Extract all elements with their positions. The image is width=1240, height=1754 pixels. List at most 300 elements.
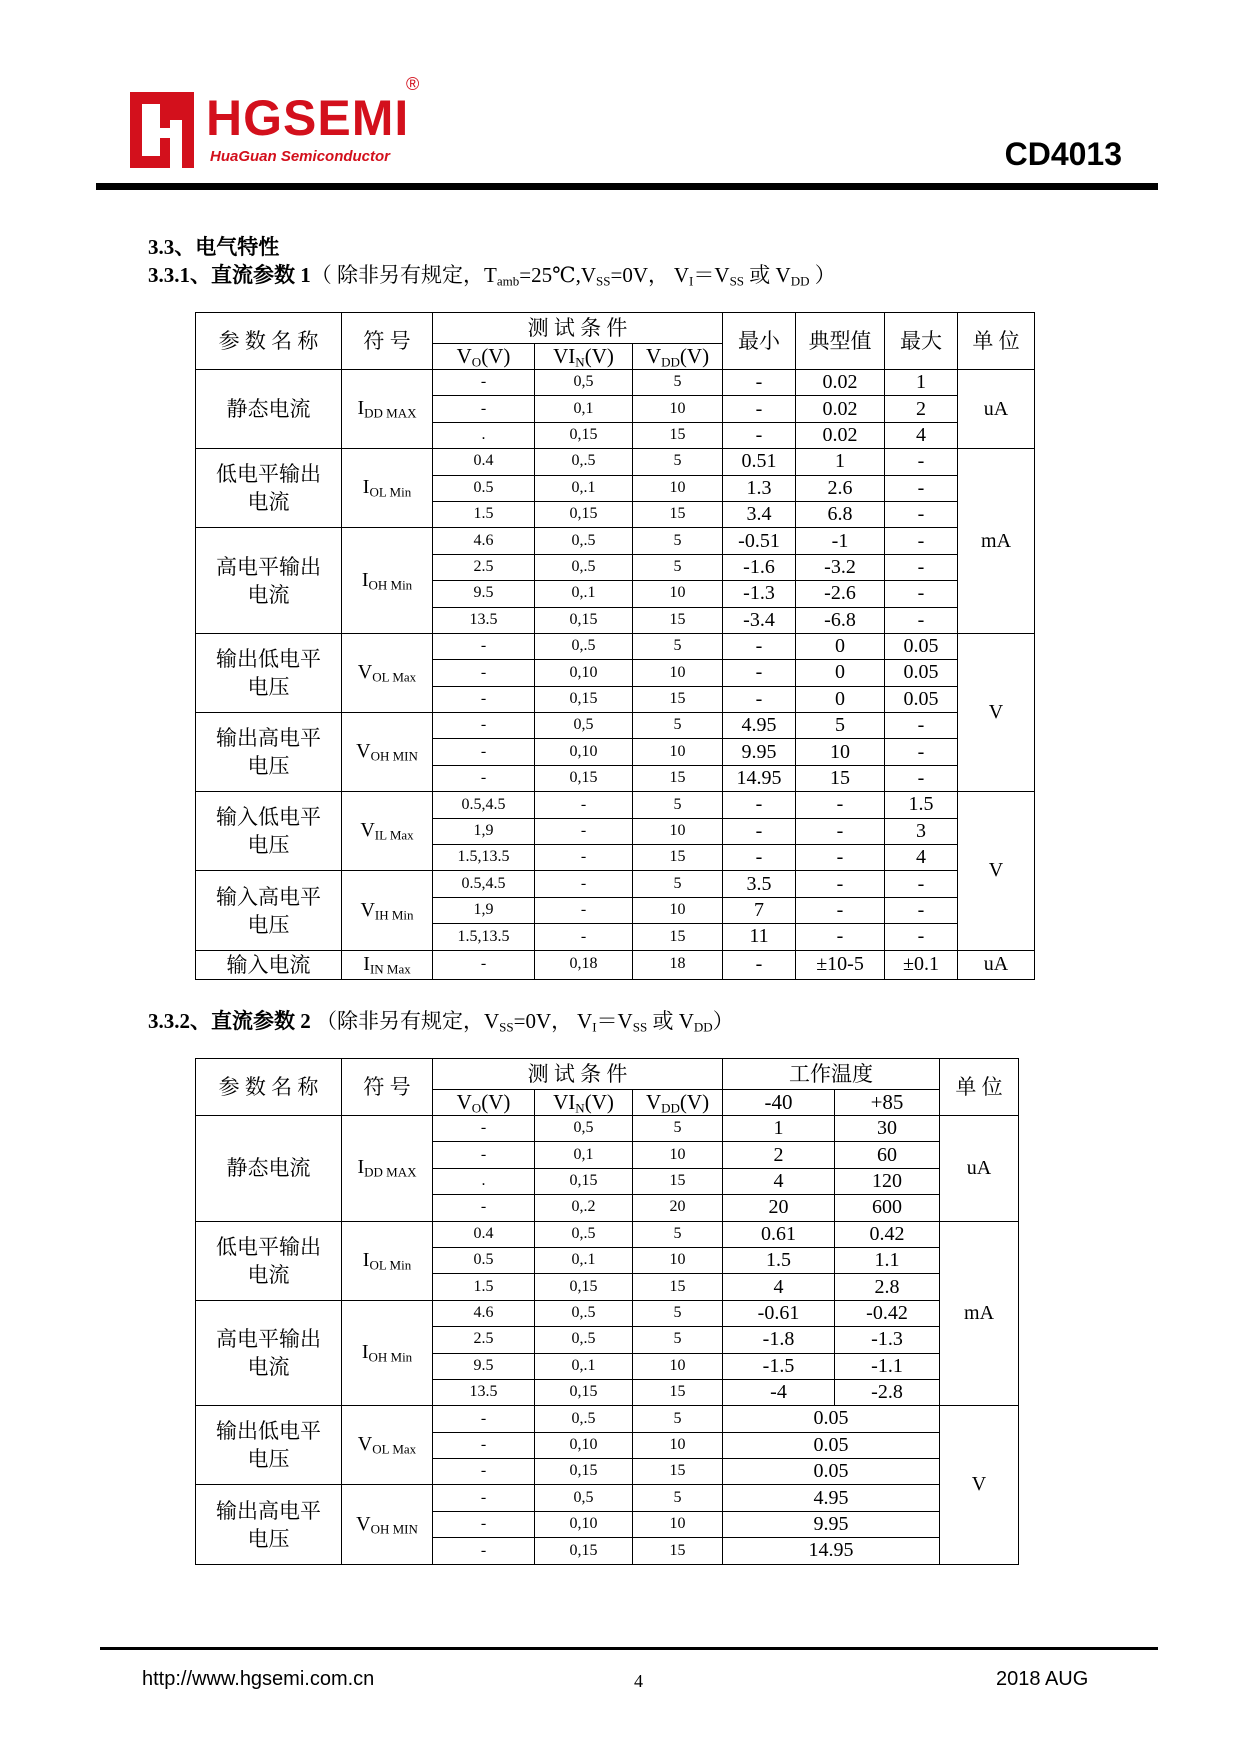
vo-cell: 13.5 [433, 1379, 535, 1405]
vdd-cell: 18 [633, 950, 723, 979]
table-row [196, 1406, 1019, 1432]
param-name [196, 871, 342, 950]
vdd-cell: 15 [633, 422, 723, 448]
temp-high-cell: 600 [835, 1195, 940, 1221]
param-name-line: 输出高电平 [216, 726, 321, 751]
symbol-main: I [361, 1341, 369, 1364]
min-cell: 9.95 [723, 739, 796, 765]
vin-cell: 0,1 [535, 396, 633, 422]
temp-low-cell: -1.5 [723, 1353, 835, 1379]
vo-cell: 1.5 [433, 1274, 535, 1300]
symbol-suffix: (V) [679, 343, 710, 368]
symbol-subscript: N [575, 353, 585, 369]
vin-cell: 0,5 [535, 1485, 633, 1511]
symbol-main: I [363, 952, 370, 975]
vin-cell: 0,5 [535, 370, 633, 396]
table-row [196, 713, 1035, 739]
param-name [196, 1406, 342, 1485]
header-symbol: 符 号 [342, 313, 433, 370]
param-symbol [342, 370, 433, 449]
temp-value-cell: 0.05 [723, 1406, 940, 1432]
vin-cell: 0,.5 [535, 633, 633, 659]
param-name-line: 电压 [247, 674, 290, 699]
registered-mark: ® [406, 74, 420, 94]
vo-cell: 2.5 [433, 554, 535, 580]
vin-cell: 0,10 [535, 1511, 633, 1537]
symbol-subscript: IL Max [374, 827, 414, 843]
param-name-line: 电压 [247, 833, 290, 858]
typ-cell: 0.02 [796, 396, 885, 422]
vdd-cell: 15 [633, 607, 723, 633]
param-name-line: 电流 [247, 582, 290, 607]
typ-cell: 6.8 [796, 501, 885, 527]
symbol-suffix: (V) [679, 1089, 710, 1114]
temp-value-cell: 14.95 [723, 1538, 940, 1564]
symbol-subscript: DD [661, 1099, 680, 1115]
page-number: 4 [634, 1671, 643, 1691]
header-vdd [633, 1090, 723, 1116]
table-row [196, 1116, 1019, 1142]
min-cell: - [723, 422, 796, 448]
header-min: 最小 [723, 313, 796, 370]
vin-cell: 0,.5 [535, 554, 633, 580]
param-name-line: 电流 [247, 490, 290, 515]
min-cell: 7 [723, 897, 796, 923]
param-name-line: 输出高电平 [216, 1498, 321, 1523]
vdd-cell: 15 [633, 924, 723, 950]
unit-cell: uA [958, 370, 1035, 449]
typ-cell: 5 [796, 713, 885, 739]
header-vin [535, 1090, 633, 1116]
dc-parameters-table-1 [195, 312, 1035, 980]
min-cell: - [723, 396, 796, 422]
temp-low-cell: 4 [723, 1274, 835, 1300]
header-rule [96, 183, 1158, 190]
max-cell: - [885, 501, 958, 527]
temp-high-cell: 0.42 [835, 1221, 940, 1247]
temp-high-cell: 120 [835, 1168, 940, 1194]
vin-cell: 0,.5 [535, 449, 633, 475]
typ-cell: 0.02 [796, 370, 885, 396]
param-symbol [342, 950, 433, 979]
typ-cell: - [796, 818, 885, 844]
param-name-line: 电流 [247, 1262, 290, 1287]
max-cell: - [885, 897, 958, 923]
vdd-cell: 5 [633, 1221, 723, 1247]
table-row [196, 370, 1035, 396]
vdd-cell: 10 [633, 660, 723, 686]
param-symbol [342, 1406, 433, 1485]
max-cell: - [885, 607, 958, 633]
param-name [196, 950, 342, 979]
unit-cell: V [958, 792, 1035, 950]
vdd-cell: 10 [633, 1247, 723, 1273]
max-cell: ±0.1 [885, 950, 958, 979]
symbol-subscript: OL Min [369, 1256, 412, 1272]
temp-high-cell: 1.1 [835, 1247, 940, 1273]
param-name [196, 1221, 342, 1300]
vin-cell: 0,15 [535, 686, 633, 712]
max-cell: - [885, 871, 958, 897]
symbol-subscript: OL Max [372, 669, 417, 685]
vdd-cell: 5 [633, 1406, 723, 1432]
temp-low-cell: -4 [723, 1379, 835, 1405]
param-name-line: 输出低电平 [216, 646, 321, 671]
header-max: 最大 [885, 313, 958, 370]
temp-high-cell: -1.1 [835, 1353, 940, 1379]
vdd-cell: 20 [633, 1195, 723, 1221]
symbol-subscript: N [575, 1099, 585, 1115]
vdd-cell: 5 [633, 528, 723, 554]
min-cell: 4.95 [723, 713, 796, 739]
param-name-line: 电流 [247, 1355, 290, 1380]
vin-cell: 0,.1 [535, 581, 633, 607]
header-unit: 单 位 [958, 313, 1035, 370]
header-vo [433, 1090, 535, 1116]
param-symbol [342, 792, 433, 871]
vo-cell: - [433, 1195, 535, 1221]
vdd-cell: 5 [633, 554, 723, 580]
typ-cell: ±10-5 [796, 950, 885, 979]
vo-cell: - [433, 1432, 535, 1458]
vo-cell: 0.4 [433, 1221, 535, 1247]
vin-cell: 0,.1 [535, 475, 633, 501]
symbol-main: V [356, 1512, 371, 1535]
typ-cell: -3.2 [796, 554, 885, 580]
typ-cell: 0 [796, 660, 885, 686]
header-conditions: 测 试 条 件 [433, 1059, 723, 1090]
min-cell: 0.51 [723, 449, 796, 475]
vo-cell: - [433, 370, 535, 396]
vdd-cell: 5 [633, 1327, 723, 1353]
logo-text: HGSEMI [206, 90, 410, 146]
vo-cell: 0.5 [433, 1247, 535, 1273]
vin-cell: 0,.5 [535, 1406, 633, 1432]
vdd-cell: 15 [633, 1538, 723, 1564]
footer-url[interactable]: http://www.hgsemi.com.cn [142, 1668, 375, 1690]
max-cell: 4 [885, 845, 958, 871]
vin-cell: - [535, 897, 633, 923]
vdd-cell: 5 [633, 1485, 723, 1511]
symbol-suffix: (V) [584, 1089, 614, 1114]
max-cell: - [885, 581, 958, 607]
vdd-cell: 10 [633, 1511, 723, 1537]
typ-cell: 1 [796, 449, 885, 475]
param-symbol [342, 1300, 433, 1406]
header-param: 参 数 名 称 [196, 313, 342, 370]
vdd-cell: 10 [633, 1432, 723, 1458]
section-title: 3.3、电气特性 [148, 235, 280, 259]
param-symbol [342, 1116, 433, 1222]
param-name-line: 静态电流 [226, 397, 311, 422]
vin-cell: 0,10 [535, 660, 633, 686]
subsection-1-title: 3.3.1、直流参数 1（ 除非另有规定，$T_{amb}=25℃,V_{SS}=0V$， $V_I=V_{SS}$ 或 $V_{DD}$ ） [148, 263, 836, 289]
symbol-main: V [356, 740, 371, 763]
symbol-subscript: OH MIN [370, 748, 418, 764]
symbol-subscript: OH Min [368, 1349, 413, 1365]
header-vdd [633, 344, 723, 370]
header-vo [433, 344, 535, 370]
symbol-subscript: IN Max [369, 960, 411, 976]
symbol-subscript: OH MIN [370, 1520, 418, 1536]
max-cell: 3 [885, 818, 958, 844]
vo-cell: - [433, 1511, 535, 1537]
min-cell: 3.5 [723, 871, 796, 897]
typ-cell: - [796, 845, 885, 871]
logo-mark-icon [130, 92, 194, 168]
vin-cell: - [535, 818, 633, 844]
table-row [196, 633, 1035, 659]
temp-high-cell: 30 [835, 1116, 940, 1142]
table-row [196, 1300, 1019, 1326]
header-conditions: 测 试 条 件 [433, 313, 723, 344]
vdd-cell: 5 [633, 713, 723, 739]
symbol-subscript: O [471, 353, 482, 369]
min-cell: - [723, 845, 796, 871]
param-name-line: 低电平输出 [216, 1234, 321, 1259]
param-name-line: 电压 [247, 1526, 290, 1551]
max-cell: - [885, 554, 958, 580]
header-temp-low: -40 [723, 1090, 835, 1116]
vdd-cell: 5 [633, 633, 723, 659]
unit-cell: uA [958, 950, 1035, 979]
vdd-cell: 10 [633, 475, 723, 501]
symbol-main: I [362, 476, 370, 499]
symbol-suffix: (V) [481, 1089, 511, 1114]
vo-cell: 9.5 [433, 1353, 535, 1379]
vdd-cell: 10 [633, 897, 723, 923]
vo-cell: - [433, 1116, 535, 1142]
vo-cell: - [433, 633, 535, 659]
param-name-line: 静态电流 [226, 1156, 311, 1181]
vo-cell: 0.5,4.5 [433, 871, 535, 897]
header-param: 参 数 名 称 [196, 1059, 342, 1116]
temp-high-cell: 2.8 [835, 1274, 940, 1300]
vo-cell: - [433, 765, 535, 791]
min-cell: -1.6 [723, 554, 796, 580]
min-cell: 1.3 [723, 475, 796, 501]
typ-cell: - [796, 871, 885, 897]
unit-cell: mA [940, 1221, 1019, 1406]
part-number: CD4013 [1004, 136, 1122, 172]
vo-cell: 13.5 [433, 607, 535, 633]
logo-subtitle: HuaGuan Semiconductor [210, 148, 391, 165]
temp-low-cell: 4 [723, 1168, 835, 1194]
vo-cell: 4.6 [433, 528, 535, 554]
vo-cell: - [433, 713, 535, 739]
header-typ: 典型值 [796, 313, 885, 370]
typ-cell: -2.6 [796, 581, 885, 607]
symbol-subscript: O [471, 1099, 482, 1115]
vo-cell: 0.4 [433, 449, 535, 475]
symbol-main: V [645, 343, 662, 368]
param-name [196, 1485, 342, 1564]
min-cell: - [723, 818, 796, 844]
vo-cell: - [433, 1142, 535, 1168]
vo-cell: 1.5,13.5 [433, 845, 535, 871]
vo-cell: - [433, 950, 535, 979]
vdd-cell: 15 [633, 1168, 723, 1194]
max-cell: - [885, 713, 958, 739]
vdd-cell: 5 [633, 871, 723, 897]
min-cell: -1.3 [723, 581, 796, 607]
temp-low-cell: -1.8 [723, 1327, 835, 1353]
vdd-cell: 5 [633, 449, 723, 475]
vin-cell: - [535, 871, 633, 897]
vin-cell: 0,.5 [535, 1327, 633, 1353]
symbol-main: V [357, 1433, 373, 1456]
unit-cell: mA [958, 449, 1035, 634]
vdd-cell: 15 [633, 765, 723, 791]
min-cell: - [723, 686, 796, 712]
min-cell: -0.51 [723, 528, 796, 554]
param-symbol [342, 871, 433, 950]
symbol-subscript: IH Min [374, 906, 414, 922]
vo-cell: 1,9 [433, 818, 535, 844]
symbol-main: I [361, 568, 369, 591]
table-row [196, 1221, 1019, 1247]
vo-cell: 1.5 [433, 501, 535, 527]
symbol-main: V [645, 1089, 662, 1114]
vdd-cell: 10 [633, 396, 723, 422]
max-cell: 0.05 [885, 660, 958, 686]
vin-cell: 0,15 [535, 1459, 633, 1485]
vin-cell: 0,15 [535, 1168, 633, 1194]
param-name [196, 792, 342, 871]
vin-cell: 0,18 [535, 950, 633, 979]
vin-cell: - [535, 924, 633, 950]
vdd-cell: 5 [633, 1116, 723, 1142]
temp-high-cell: -1.3 [835, 1327, 940, 1353]
subsection-2-title: 3.3.2、直流参数 2 （除非另有规定，$V_{SS}=0V$， $V_I=V_{SS}$ 或 $V_{DD}$） [148, 1009, 734, 1035]
param-name-line: 电压 [247, 754, 290, 779]
param-symbol [342, 633, 433, 712]
vo-cell: 9.5 [433, 581, 535, 607]
typ-cell: - [796, 924, 885, 950]
max-cell: - [885, 528, 958, 554]
vdd-cell: 15 [633, 686, 723, 712]
vin-cell: 0,10 [535, 1432, 633, 1458]
temp-low-cell: -0.61 [723, 1300, 835, 1326]
footer-rule [100, 1647, 1158, 1650]
vin-cell: 0,1 [535, 1142, 633, 1168]
vdd-cell: 15 [633, 1379, 723, 1405]
table-row [196, 528, 1035, 554]
vdd-cell: 5 [633, 1300, 723, 1326]
vdd-cell: 10 [633, 1142, 723, 1168]
max-cell: - [885, 739, 958, 765]
temp-low-cell: 1 [723, 1116, 835, 1142]
symbol-main: I [362, 1248, 370, 1271]
param-name [196, 449, 342, 528]
param-name-line: 电压 [247, 912, 290, 937]
vin-cell: 0,5 [535, 713, 633, 739]
table-row [196, 871, 1035, 897]
min-cell: 3.4 [723, 501, 796, 527]
vo-cell: 1.5,13.5 [433, 924, 535, 950]
max-cell: 1.5 [885, 792, 958, 818]
param-symbol [342, 1485, 433, 1564]
vo-cell: - [433, 1459, 535, 1485]
param-symbol [342, 528, 433, 634]
max-cell: - [885, 475, 958, 501]
symbol-subscript: DD [661, 353, 680, 369]
max-cell: 2 [885, 396, 958, 422]
min-cell: 11 [723, 924, 796, 950]
param-name [196, 528, 342, 634]
vin-cell: - [535, 845, 633, 871]
vdd-cell: 5 [633, 792, 723, 818]
vin-cell: 0,.1 [535, 1247, 633, 1273]
symbol-subscript: DD MAX [364, 1164, 417, 1180]
typ-cell: 2.6 [796, 475, 885, 501]
symbol-suffix: (V) [584, 343, 614, 368]
param-name [196, 633, 342, 712]
temp-high-cell: 60 [835, 1142, 940, 1168]
vdd-cell: 15 [633, 845, 723, 871]
param-symbol [342, 1221, 433, 1300]
symbol-subscript: OH Min [368, 576, 413, 592]
vo-cell: 2.5 [433, 1327, 535, 1353]
vin-cell: 0,.2 [535, 1195, 633, 1221]
header-unit: 单 位 [940, 1059, 1019, 1116]
vo-cell: - [433, 396, 535, 422]
symbol-main: V [360, 898, 375, 921]
symbol-main: I [357, 1156, 365, 1179]
table-row [196, 792, 1035, 818]
vdd-cell: 10 [633, 581, 723, 607]
temp-low-cell: 0.61 [723, 1221, 835, 1247]
header-temp: 工作温度 [723, 1059, 940, 1090]
max-cell: 0.05 [885, 633, 958, 659]
vo-cell: . [433, 1168, 535, 1194]
max-cell: - [885, 449, 958, 475]
typ-cell: -6.8 [796, 607, 885, 633]
min-cell: -3.4 [723, 607, 796, 633]
vdd-cell: 10 [633, 818, 723, 844]
min-cell: - [723, 792, 796, 818]
temp-low-cell: 2 [723, 1142, 835, 1168]
param-name [196, 370, 342, 449]
vin-cell: 0,15 [535, 607, 633, 633]
vin-cell: 0,5 [535, 1116, 633, 1142]
max-cell: 1 [885, 370, 958, 396]
temp-value-cell: 4.95 [723, 1485, 940, 1511]
typ-cell: 0 [796, 686, 885, 712]
symbol-main: V [456, 343, 472, 368]
typ-cell: 10 [796, 739, 885, 765]
max-cell: 4 [885, 422, 958, 448]
min-cell: - [723, 660, 796, 686]
temp-value-cell: 0.05 [723, 1459, 940, 1485]
param-name [196, 1116, 342, 1222]
symbol-main: V [360, 819, 375, 842]
vin-cell: 0,15 [535, 765, 633, 791]
header-row [196, 313, 1035, 344]
vin-cell: 0,15 [535, 501, 633, 527]
table-row [196, 950, 1035, 979]
param-name-line: 电压 [247, 1447, 290, 1472]
vo-cell: - [433, 1485, 535, 1511]
typ-cell: - [796, 792, 885, 818]
temp-value-cell: 9.95 [723, 1511, 940, 1537]
max-cell: 0.05 [885, 686, 958, 712]
symbol-main: V [456, 1089, 472, 1114]
vo-cell: 4.6 [433, 1300, 535, 1326]
temp-high-cell: -2.8 [835, 1379, 940, 1405]
header-row [196, 1059, 1019, 1090]
temp-low-cell: 20 [723, 1195, 835, 1221]
